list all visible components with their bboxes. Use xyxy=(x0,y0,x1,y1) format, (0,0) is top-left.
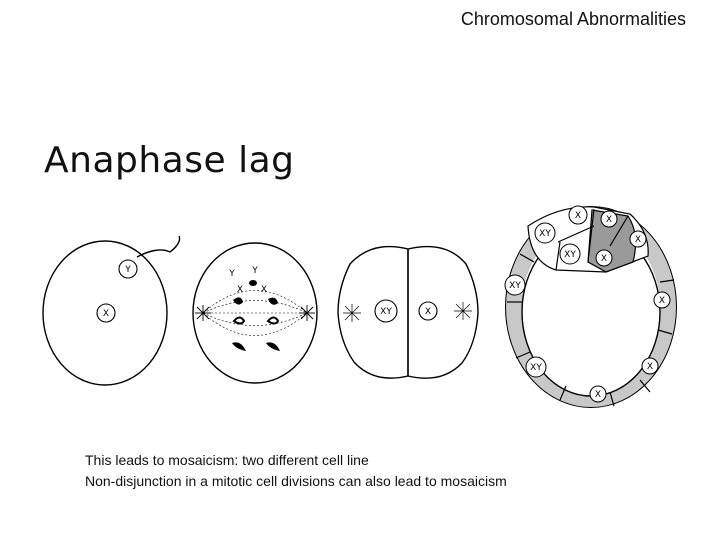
nucleus-label: XY xyxy=(380,307,392,317)
cell-label: X xyxy=(574,211,582,221)
caption-line-2: Non-disjunction in a mitotic cell divisions can also lead to mosaicism xyxy=(85,473,507,489)
cell-label: X xyxy=(634,235,642,245)
caption-line-1: This leads to mosaicism: two different cell line xyxy=(85,452,369,468)
stage-1-zygote xyxy=(43,236,180,385)
cell-label: X xyxy=(658,296,666,306)
nucleus-label: Y xyxy=(125,265,131,275)
stage-3-daughter-cells xyxy=(338,247,478,379)
cell-label: XY xyxy=(509,281,521,291)
cell-label: X xyxy=(594,390,602,400)
stage-2-anaphase xyxy=(193,243,317,383)
aster-left xyxy=(343,304,361,322)
aster-right xyxy=(454,302,472,320)
cell-label: XY xyxy=(530,363,542,373)
nucleus-label: X xyxy=(102,309,110,319)
daughter-cell-left xyxy=(338,247,408,379)
cell-label: XY xyxy=(564,250,576,260)
header-title: Chromosomal Abnormalities xyxy=(460,9,686,29)
stage-4-mosaic-blastocyst xyxy=(505,206,676,407)
caption xyxy=(85,450,507,492)
nucleus-label: X xyxy=(424,307,432,317)
centrosome-right xyxy=(299,305,315,321)
chromosome-label-y: Y xyxy=(252,266,258,276)
cell-label: X xyxy=(605,215,613,225)
cell-label: XY xyxy=(539,229,551,239)
chromosome-label-x: X xyxy=(260,285,268,295)
chromosome-label-x: X xyxy=(236,285,244,295)
cell-label: X xyxy=(646,362,654,372)
spindle-fibers xyxy=(203,291,307,336)
sperm-tail xyxy=(137,236,180,257)
slide-title: Anaphase lag xyxy=(44,140,295,181)
chromosome-label-y: Y xyxy=(229,269,235,279)
daughter-cell-right xyxy=(408,247,478,379)
cell-label: X xyxy=(600,254,608,264)
centrosome-left xyxy=(195,305,211,321)
